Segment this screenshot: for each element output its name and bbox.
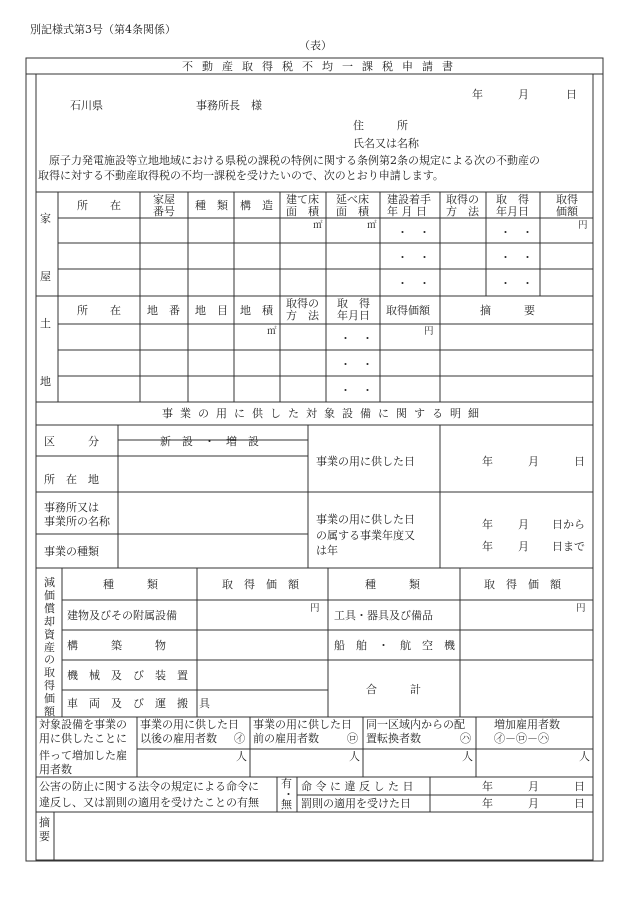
emp-label-4: 用者数 — [39, 763, 72, 776]
violation-order-month: 月 — [528, 780, 539, 793]
depr-yen-right: 円 — [576, 603, 586, 614]
land-col-lot: 地 番 — [147, 304, 180, 317]
facility-from-label: 日から — [552, 518, 585, 531]
facility-from-month: 月 — [518, 518, 529, 531]
violation-dot: ・ — [283, 788, 294, 801]
remarks-label-2: 要 — [39, 830, 50, 843]
violation-no[interactable]: 無 — [281, 798, 292, 811]
violation-label-1: 公害の防止に関する法令の規定による命令に — [39, 780, 259, 793]
land-date-dots-2: ・ ・ — [340, 358, 373, 371]
violation-order-year: 年 — [482, 780, 493, 793]
facility-kubun-label: 区 分 — [44, 435, 99, 448]
land-col-note: 摘 要 — [480, 304, 535, 317]
facility-to-year: 年 — [482, 540, 493, 553]
depr-kind-header-right: 種 類 — [365, 578, 420, 591]
house-date-dots-2: ・ ・ — [500, 251, 533, 264]
depr-row-total: 合 計 — [366, 683, 421, 696]
depr-side-char: 得 — [44, 679, 55, 693]
facility-from-year: 年 — [482, 518, 493, 531]
depr-price-header-right: 取 得 価 額 — [484, 578, 561, 591]
prefecture: 石川県 — [70, 99, 103, 112]
house-col-total-1: 延べ床 — [336, 193, 369, 206]
land-col-method-2: 方 法 — [286, 309, 319, 322]
house-col-price-1: 取得 — [556, 193, 578, 206]
depr-yen-left: 円 — [310, 603, 320, 614]
facility-fy-label-2: の属する事業年度又 — [316, 529, 415, 542]
depr-row-buildings: 建物及びその附属設備 — [67, 609, 177, 622]
house-total-unit: ㎡ — [367, 220, 377, 231]
house-col-method-1: 取得の — [446, 193, 479, 206]
emp-increase-2: ㋑－㋺－㋩ — [494, 732, 549, 745]
house-start-dots-2: ・ ・ — [397, 251, 430, 264]
emp-label-3: 伴って増加した雇 — [39, 749, 127, 762]
depr-side-char: 資 — [44, 627, 55, 641]
house-col-method-2: 方 法 — [446, 205, 479, 218]
house-start-dots-3: ・ ・ — [397, 277, 430, 290]
emp-after-2: 以後の雇用者数 — [140, 732, 217, 745]
emp-after-mark: ㋑ — [234, 732, 245, 745]
facility-useday-year: 年 — [482, 455, 493, 468]
emp-label-2: 用に供したことに — [39, 732, 127, 745]
depr-side-char: 減 — [44, 576, 55, 589]
form-title: 不動産取得税不均一課税申請書 — [182, 60, 462, 73]
house-date-dots-3: ・ ・ — [500, 277, 533, 290]
land-side-2: 地 — [40, 375, 51, 388]
land-col-area: 地 積 — [240, 304, 273, 317]
house-col-start-2: 年 月 日 — [387, 205, 427, 218]
remarks-label-1: 摘 — [39, 816, 50, 829]
house-date-dots-1: ・ ・ — [500, 226, 533, 239]
house-price-unit: 円 — [578, 220, 588, 231]
facility-business-label: 事業の種類 — [44, 545, 99, 558]
emp-unit-4: 人 — [579, 750, 590, 763]
house-col-price-2: 価額 — [556, 205, 578, 218]
house-col-total-2: 面 積 — [336, 205, 369, 218]
emp-transfer-mark: ㋩ — [460, 732, 471, 745]
depr-side-char: の — [44, 653, 55, 667]
facility-office-label-1: 事務所又は — [44, 501, 99, 514]
house-col-structure: 構 造 — [240, 199, 273, 212]
facility-useday-day: 日 — [574, 455, 585, 468]
emp-unit-1: 人 — [236, 750, 247, 763]
emp-transfer-2: 置転換者数 — [366, 732, 421, 745]
date-day: 日 — [566, 88, 577, 101]
facility-location-label: 所 在 地 — [44, 473, 99, 486]
house-col-date-1: 取 得 — [496, 193, 529, 206]
land-price-unit: 円 — [424, 326, 434, 337]
house-start-dots-1: ・ ・ — [397, 226, 430, 239]
house-col-floor-1: 建て床 — [286, 193, 319, 206]
depr-side-char: 産 — [44, 640, 55, 654]
facility-fy-label-3: は年 — [316, 544, 338, 557]
emp-before-mark: ㋺ — [347, 732, 358, 745]
page-side-label: （表） — [299, 39, 332, 52]
depr-side-char: 取 — [44, 666, 55, 680]
house-col-no-2: 番号 — [153, 205, 175, 218]
violation-penalty-year: 年 — [482, 797, 493, 810]
violation-order-date-label: 命 令 に 違 反 し た 日 — [301, 780, 414, 793]
depr-side-char: 却 — [44, 614, 55, 628]
emp-after-1: 事業の用に供した日 — [140, 718, 239, 731]
land-side-1: 土 — [40, 317, 51, 330]
address-label: 住 所 — [353, 119, 408, 132]
depr-row-ships: 船 舶 ・ 航 空 機 — [334, 639, 455, 652]
violation-penalty-day: 日 — [574, 797, 585, 810]
facility-useday-month: 月 — [528, 455, 539, 468]
emp-transfer-1: 同一区域内からの配 — [366, 718, 465, 731]
facility-office-label-2: 事業所の名称 — [44, 515, 110, 528]
depr-side-char: 償 — [44, 601, 55, 615]
house-col-no-1: 家屋 — [153, 193, 175, 206]
depr-side-char: 価 — [44, 588, 55, 602]
land-col-price: 取得価額 — [386, 304, 430, 317]
addressee: 事務所長 様 — [196, 99, 262, 112]
land-col-location: 所 在 — [77, 304, 121, 317]
depr-side-char: 価 — [44, 692, 55, 706]
form-number: 別記様式第3号（第4条関係） — [30, 23, 176, 36]
violation-penalty-month: 月 — [528, 797, 539, 810]
violation-order-day: 日 — [574, 780, 585, 793]
land-col-date-1: 取 得 — [337, 297, 370, 310]
house-col-floor-2: 面 積 — [286, 205, 319, 218]
body-text-1: 原子力発電施設等立地地域における県税の課税の特例に関する条例第2条の規定による次の不動産の — [38, 154, 540, 167]
body-text-2: 取得に対する不動産取得税の不均一課税を受けたいので、次のとおり申請します。 — [38, 169, 444, 182]
land-date-dots-1: ・ ・ — [340, 332, 373, 345]
date-year: 年 — [472, 88, 483, 101]
depr-price-header-left: 取 得 価 額 — [222, 578, 299, 591]
house-col-kind: 種 類 — [195, 199, 228, 212]
depr-row-vehicles: 車 両 及 び 運 搬 具 — [67, 697, 210, 710]
facility-title: 事業の用に供した対象設備に関する明細 — [162, 407, 486, 420]
land-col-category: 地 目 — [195, 304, 228, 317]
land-date-dots-3: ・ ・ — [340, 384, 373, 397]
house-col-location: 所 在 — [77, 199, 121, 212]
emp-unit-3: 人 — [462, 750, 473, 763]
name-label: 氏名又は名称 — [353, 137, 419, 150]
house-floor-unit: ㎡ — [313, 220, 323, 231]
depr-row-machinery: 機 械 及 び 装 置 — [67, 669, 188, 682]
emp-label-1: 対象設備を事業の — [39, 718, 127, 731]
date-month: 月 — [518, 88, 529, 101]
depr-row-tools: 工具・器具及び備品 — [334, 609, 433, 622]
violation-label-2: 違反し、又は罰則の適用を受けたことの有無 — [39, 796, 259, 809]
land-area-unit: ㎡ — [267, 326, 277, 337]
house-side-2: 屋 — [40, 270, 51, 283]
depr-side-char: 額 — [44, 705, 55, 718]
emp-unit-2: 人 — [349, 750, 360, 763]
emp-before-1: 事業の用に供した日 — [253, 718, 352, 731]
house-side-1: 家 — [40, 212, 51, 225]
house-col-start-1: 建設着手 — [387, 193, 431, 206]
violation-penalty-date-label: 罰則の適用を受けた日 — [301, 797, 411, 810]
facility-to-month: 月 — [518, 540, 529, 553]
house-col-date-2: 年月日 — [496, 205, 529, 218]
facility-fy-label-1: 事業の用に供した日 — [316, 513, 415, 526]
facility-kubun-value: 新 設 ・ 増 設 — [160, 435, 259, 448]
depr-kind-header-left: 種 類 — [103, 578, 158, 591]
land-col-date-2: 年月日 — [337, 309, 370, 322]
emp-increase-1: 増加雇用者数 — [494, 718, 560, 731]
land-col-method-1: 取得の — [286, 297, 319, 310]
emp-before-2: 前の雇用者数 — [253, 732, 319, 745]
facility-to-label: 日まで — [552, 540, 585, 553]
violation-yes[interactable]: 有 — [281, 777, 292, 790]
depr-row-structures: 構 築 物 — [67, 639, 166, 652]
facility-useday-label: 事業の用に供した日 — [316, 455, 415, 468]
